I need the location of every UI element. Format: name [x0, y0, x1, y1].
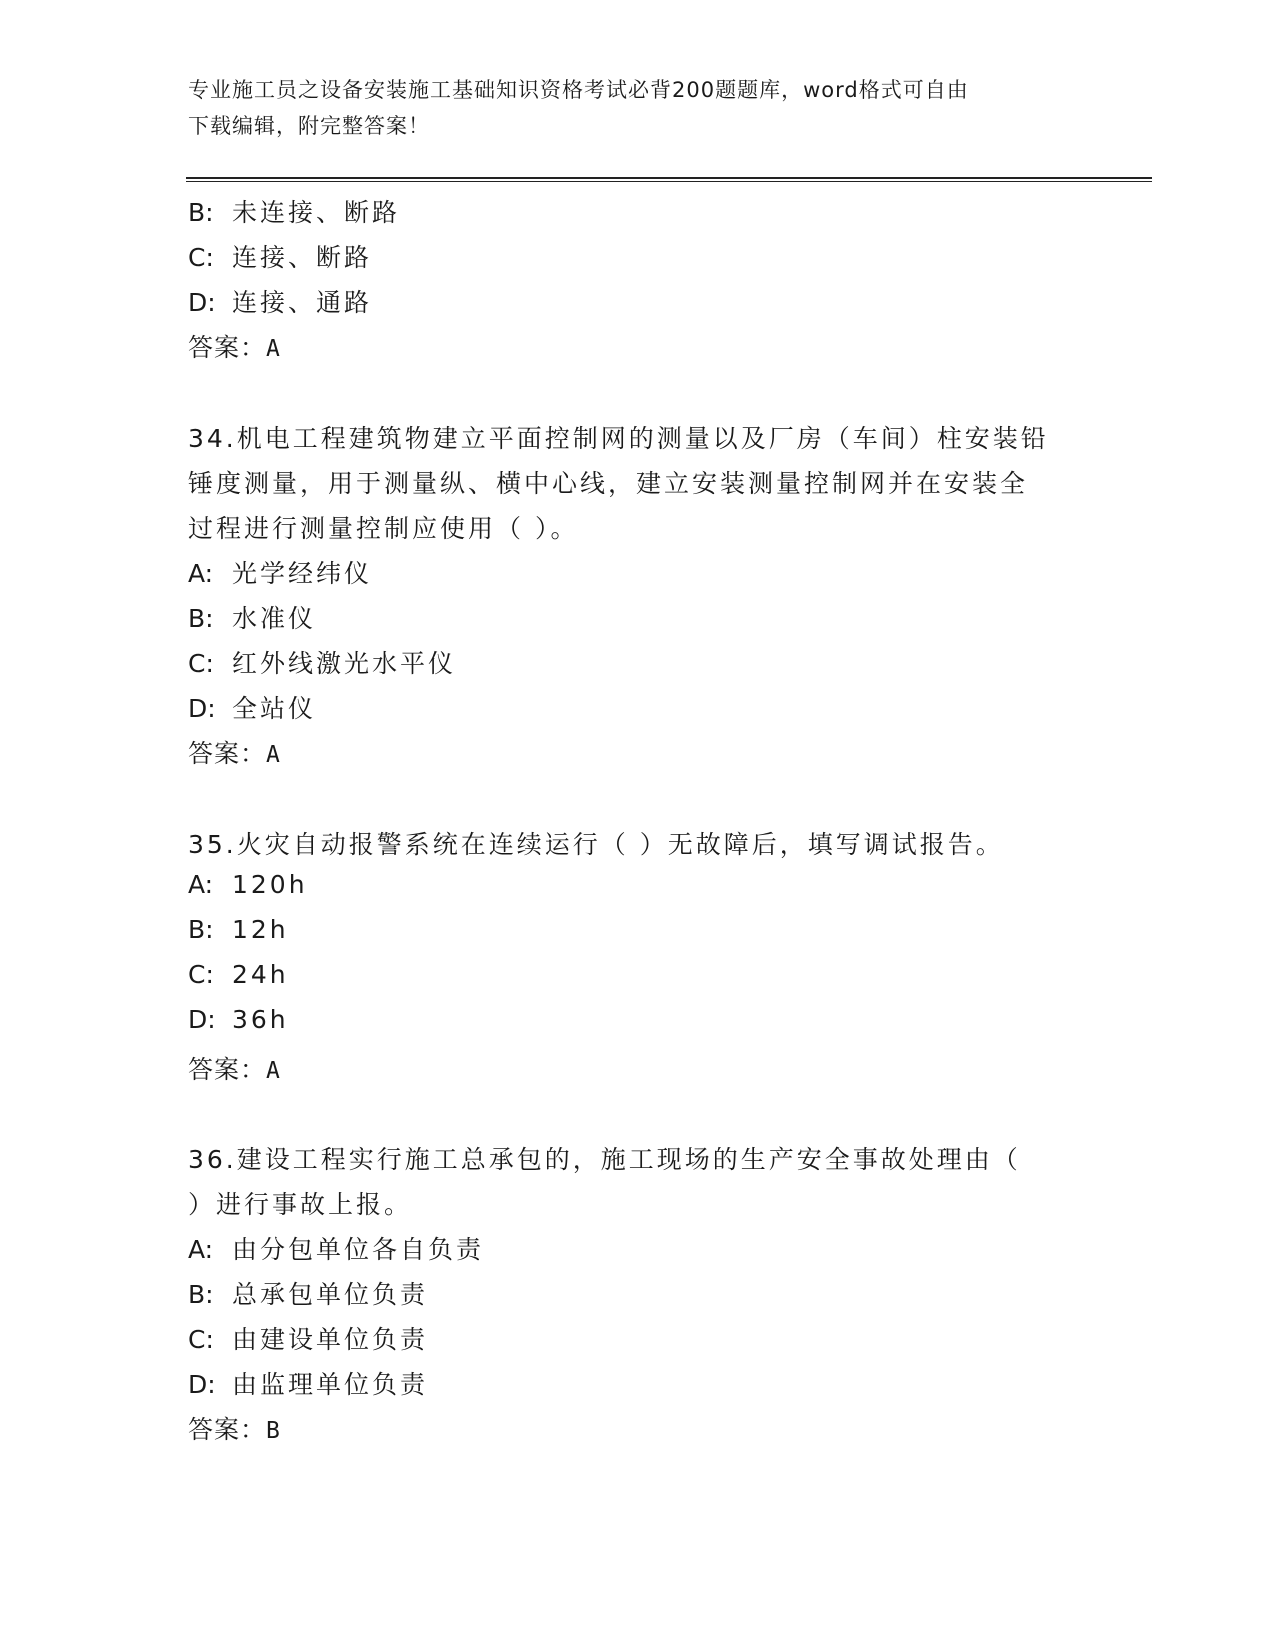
option-label: B:	[188, 915, 214, 944]
q36-option-d	[188, 1365, 428, 1401]
q36-text-line-2: ）进行事故上报。	[188, 1190, 413, 1219]
option-text: 连接、通路	[232, 288, 373, 317]
q34-text-line-3: 过程进行测量控制应使用（ ）。	[188, 514, 579, 543]
q35-option-c	[188, 960, 289, 989]
option-text: 由分包单位各自负责	[232, 1235, 485, 1264]
q35-answer	[188, 1050, 281, 1086]
answer-label: 答案：	[188, 739, 267, 768]
answer-label: 答案：	[188, 1055, 267, 1084]
q36-text-line-1: 36.建设工程实行施工总承包的，施工现场的生产安全事故处理由（	[188, 1145, 1021, 1174]
option-label: A:	[188, 1235, 214, 1264]
q33-option-b	[188, 193, 400, 229]
option-label: D:	[188, 1370, 216, 1399]
option-text: 水准仪	[232, 604, 317, 633]
answer-value: A	[266, 336, 281, 362]
q35-text-line-1: 35.火灾自动报警系统在连续运行（ ）无故障后，填写调试报告。	[188, 830, 1004, 859]
option-label: D:	[188, 288, 216, 317]
q36-option-b	[188, 1275, 428, 1311]
option-text: 24h	[232, 960, 289, 989]
option-label: C:	[188, 1325, 214, 1354]
option-text: 由监理单位负责	[232, 1370, 429, 1399]
header-line-1: 专业施工员之设备安装施工基础知识资格考试必背200题题库，word格式可自由	[188, 78, 969, 102]
option-text: 由建设单位负责	[232, 1325, 429, 1354]
q34-option-b	[188, 599, 316, 635]
answer-value: B	[266, 1418, 281, 1444]
option-label: A:	[188, 870, 214, 899]
option-label: B:	[188, 1280, 214, 1309]
option-label: A:	[188, 559, 214, 588]
q33-answer	[188, 328, 281, 364]
q35-option-d	[188, 1005, 289, 1034]
q34-option-a	[188, 554, 372, 590]
q33-option-d	[188, 283, 372, 319]
q36-answer	[188, 1410, 281, 1446]
option-label: B:	[188, 604, 214, 633]
header-divider	[186, 177, 1152, 179]
header-divider-thin	[186, 181, 1152, 182]
q34-answer	[188, 734, 281, 770]
option-text: 红外线激光水平仪	[232, 649, 457, 678]
header-line-2: 下载编辑，附完整答案！	[188, 114, 430, 138]
answer-label: 答案：	[188, 333, 267, 362]
option-text: 全站仪	[232, 694, 317, 723]
q34-option-d	[188, 689, 316, 725]
q36-option-c	[188, 1320, 428, 1356]
option-label: D:	[188, 694, 216, 723]
answer-value: A	[266, 1058, 281, 1084]
option-text: 连接、断路	[232, 243, 373, 272]
answer-value: A	[266, 742, 281, 768]
option-text: 12h	[232, 915, 289, 944]
option-text: 未连接、断路	[232, 198, 401, 227]
q33-option-c	[188, 238, 372, 274]
option-label: B:	[188, 198, 214, 227]
option-text: 120h	[232, 870, 308, 899]
q34-text-line-1: 34.机电工程建筑物建立平面控制网的测量以及厂房（车间）柱安装铅	[188, 424, 1049, 453]
option-text: 36h	[232, 1005, 289, 1034]
answer-label: 答案：	[188, 1415, 267, 1444]
option-label: D:	[188, 1005, 216, 1034]
option-label: C:	[188, 960, 214, 989]
q35-option-a	[188, 870, 308, 899]
q36-option-a	[188, 1230, 484, 1266]
document-header	[188, 72, 1068, 144]
option-label: C:	[188, 243, 214, 272]
option-label: C:	[188, 649, 214, 678]
q34-text-line-2: 锤度测量，用于测量纵、横中心线，建立安装测量控制网并在安装全	[188, 469, 1029, 498]
option-text: 总承包单位负责	[232, 1280, 429, 1309]
q34-option-c	[188, 644, 456, 680]
q35-option-b	[188, 915, 289, 944]
option-text: 光学经纬仪	[232, 559, 373, 588]
